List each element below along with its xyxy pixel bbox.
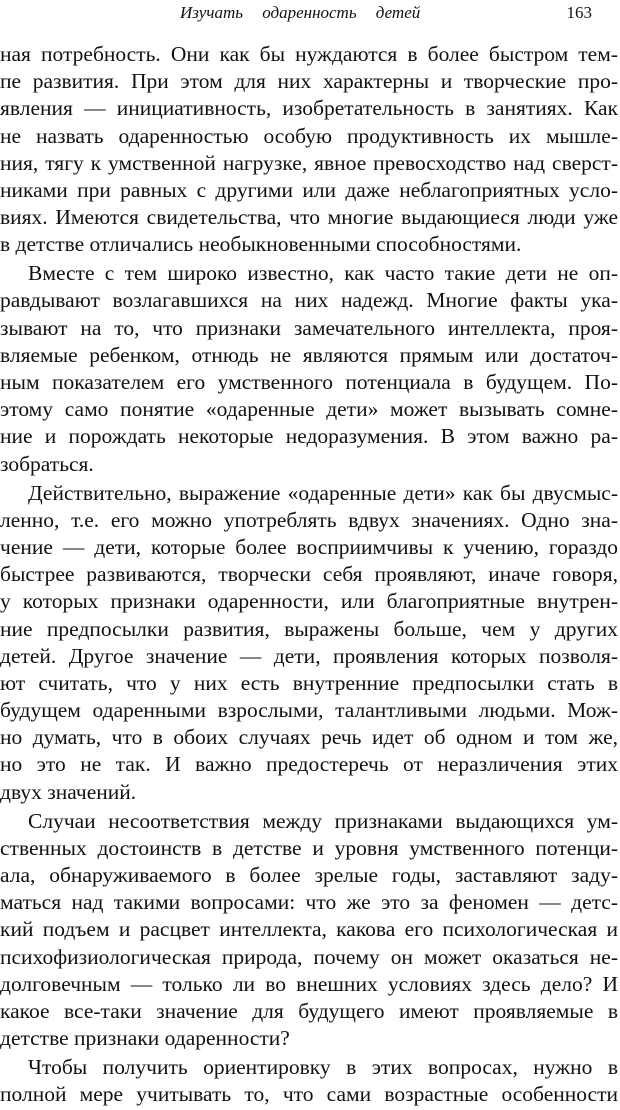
text-line: двух значений. bbox=[0, 779, 137, 804]
text-line: быстрее развиваются, творчески себя проявляют, иначе говоря, bbox=[0, 562, 618, 587]
running-title: Изучать одаренность детей bbox=[180, 3, 421, 22]
text-line: этому само понятие «одаренные дети» может вызывать сомне- bbox=[0, 397, 618, 422]
text-line: ственных достоинств в детстве и уровня умственного потенци- bbox=[0, 835, 618, 860]
text-line: детстве признаки одаренности? bbox=[0, 1026, 290, 1051]
text-line: ная потребность. Они как бы нуждаются в более быстром тем- bbox=[0, 42, 618, 66]
text-line: не назвать одаренностью особую продуктивность их мышле- bbox=[0, 123, 618, 148]
text-line: ленно, т.е. его можно употреблять вдвух значениях. Одно зна- bbox=[0, 507, 618, 532]
text-line: зобраться. bbox=[0, 451, 94, 476]
text-line: будущем одаренными взрослыми, талантливыми людьми. Мож- bbox=[0, 698, 618, 723]
text-line: детей. Другое значение — дети, проявления которых позволя- bbox=[0, 643, 618, 668]
text-line: у которых признаки одаренности, или благоприятные внутрен- bbox=[0, 589, 618, 614]
text-line: чение — дети, которые более восприимчивы к учению, гораздо bbox=[0, 534, 618, 559]
text-line: зывают на то, что признаки замечательного интеллекта, проя- bbox=[0, 315, 618, 340]
running-header bbox=[0, 0, 620, 26]
text-line: виях. Имеются свидетельства, что многие выдающиеся люди уже bbox=[0, 205, 618, 230]
body-text bbox=[0, 41, 618, 1110]
text-line: психофизиологическая природа, почему он может оказаться не- bbox=[0, 944, 618, 969]
text-line: маться над такими вопросами: что же это за феномен — детс- bbox=[0, 890, 618, 915]
text-line: полной мере учитывать то, что сами возрастные особенности bbox=[0, 1082, 618, 1107]
text-line: вляемые ребенком, отнюдь не являются прямым или достаточ- bbox=[0, 342, 618, 367]
text-line: но думать, что в обоих случаях речь идет об одном и том же, bbox=[0, 725, 618, 750]
text-line: явления — инициативность, изобретательность в занятиях. Как bbox=[0, 96, 618, 121]
paragraph-3 bbox=[0, 480, 618, 806]
text-line: ние предпосылки развития, выражены больше, чем у других bbox=[0, 616, 618, 641]
text-line: какое все-таки значение для будущего имеют проявляемые в bbox=[0, 998, 618, 1023]
text-line: пе развития. При этом для них характерны и творческие про- bbox=[0, 69, 618, 94]
paragraph-4 bbox=[0, 808, 618, 1053]
paragraph-5 bbox=[0, 1054, 618, 1108]
page-number: 163 bbox=[566, 3, 592, 22]
text-line: но это не так. И важно предостеречь от неразличения этих bbox=[0, 752, 618, 777]
text-line: Действительно, выражение «одаренные дети» как бы двусмыс- bbox=[28, 480, 618, 505]
text-line: Чтобы получить ориентировку в этих вопросах, нужно в bbox=[28, 1055, 618, 1080]
paragraph-2 bbox=[0, 260, 618, 478]
text-line: в детстве отличались необыкновенными способностями. bbox=[0, 232, 522, 257]
text-line: равдывают возлагавшихся на них надежд. Многие факты ука- bbox=[0, 288, 618, 313]
text-line: ния, тягу к умственной нагрузке, явное превосходство над сверст- bbox=[0, 150, 618, 175]
text-line: ние и порождать некоторые недоразумения. В этом важно ра- bbox=[0, 424, 618, 449]
text-line: кий подъем и расцвет интеллекта, какова его психологическая и bbox=[0, 917, 618, 942]
text-line: Вместе с тем широко известно, как часто такие дети не оп- bbox=[28, 261, 618, 286]
text-line: ным показателем его умственного потенциала в будущем. По- bbox=[0, 370, 618, 395]
text-line: никами при равных с другими или даже неблагоприятных усло- bbox=[0, 177, 618, 202]
paragraph-1 bbox=[0, 41, 618, 259]
text-line: ют считать, что у них есть внутренние предпосылки стать в bbox=[0, 670, 618, 695]
text-line: ала, обнаруживаемого в более зрелые годы, заставляют заду- bbox=[0, 863, 618, 888]
text-line: долговечным — только ли во внешних условиях здесь дело? И bbox=[0, 971, 618, 996]
text-line: Случаи несоответствия между признаками выдающихся ум- bbox=[28, 808, 618, 833]
